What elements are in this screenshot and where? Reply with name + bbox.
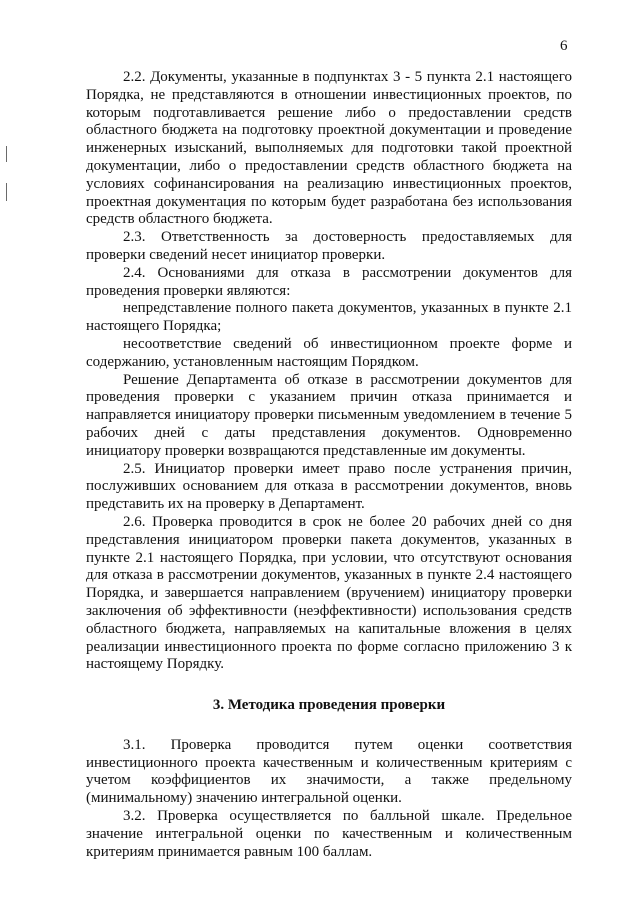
paragraph-2-6: 2.6. Проверка проводится в срок не более 20 рабочих дней со дня представления инициатором проверки пакета документов, указанных в пункте 2.1 настоящего Порядка, при условии, что отсутствуют основания для отказа в рассмотрении документов, указанных в пункте 2.4 настоящего Порядка, и завершается направлением (вручением) инициатору проверки заключения об эффективности (неэффективности) использования средств областного бюджета, направляемых на капитальные вложения в целях реализации инвестиционного проекта по форме согласно приложению 3 к настоящему Порядку.	[86, 513, 572, 673]
document-body	[86, 69, 572, 861]
paragraph-3-2: 3.2. Проверка осуществляется по балльной шкале. Предельное значение интегральной оценки по качественным и количественным критериям принимается равным 100 баллам.	[86, 808, 572, 860]
refusal-decision-paragraph: Решение Департамента об отказе в рассмотрении документов для проведения проверки с указанием причин отказа принимается и направляется инициатору проверки письменным уведомлением в течение 5 рабочих дней с даты представления документов. Одновременно инициатору проверки возвращаются представленные им документы.	[86, 371, 572, 459]
refusal-ground-2: несоответствие сведений об инвестиционном проекте форме и содержанию, установленным настоящим Порядком.	[86, 335, 572, 370]
page-number: 6	[560, 38, 568, 54]
refusal-ground-1: непредставление полного пакета документов, указанных в пункте 2.1 настоящего Порядка;	[86, 300, 572, 335]
section-heading: 3. Методика проведения проверки	[212, 697, 446, 714]
paragraph-2-4: 2.4. Основаниями для отказа в рассмотрении документов для проведения проверки являются:	[86, 264, 572, 299]
margin-binding-mark	[6, 183, 7, 201]
paragraph-2-2: 2.2. Документы, указанные в подпунктах 3 - 5 пункта 2.1 настоящего Порядка, не представляются в отношении инвестиционных проектов, по которым подготавливается решение либо о предоставлении средств областного бюджета на подготовку проектной документации и проведение инженерных изысканий, выполняемых для подготовки такой проектной документации, либо о предоставлении средств областного бюджета на условиях софинансирования на реализацию инвестиционных проектов, проектная документация по которым будет разработана без использования средств областного бюджета.	[86, 69, 572, 228]
paragraph-2-5: 2.5. Инициатор проверки имеет право после устранения причин, послуживших основанием для отказа в рассмотрении документов, вновь представить их на проверку в Департамент.	[86, 460, 572, 513]
margin-binding-mark	[6, 146, 7, 162]
paragraph-3-1: 3.1. Проверка проводится путем оценки соответствия инвестиционного проекта качественным и количественным критериям с учетом коэффициентов их значимости, а также предельному (минимальному) значению интегральной оценки.	[86, 736, 572, 807]
paragraph-2-3: 2.3. Ответственность за достоверность предоставляемых для проверки сведений несет инициатор проверки.	[86, 229, 572, 263]
